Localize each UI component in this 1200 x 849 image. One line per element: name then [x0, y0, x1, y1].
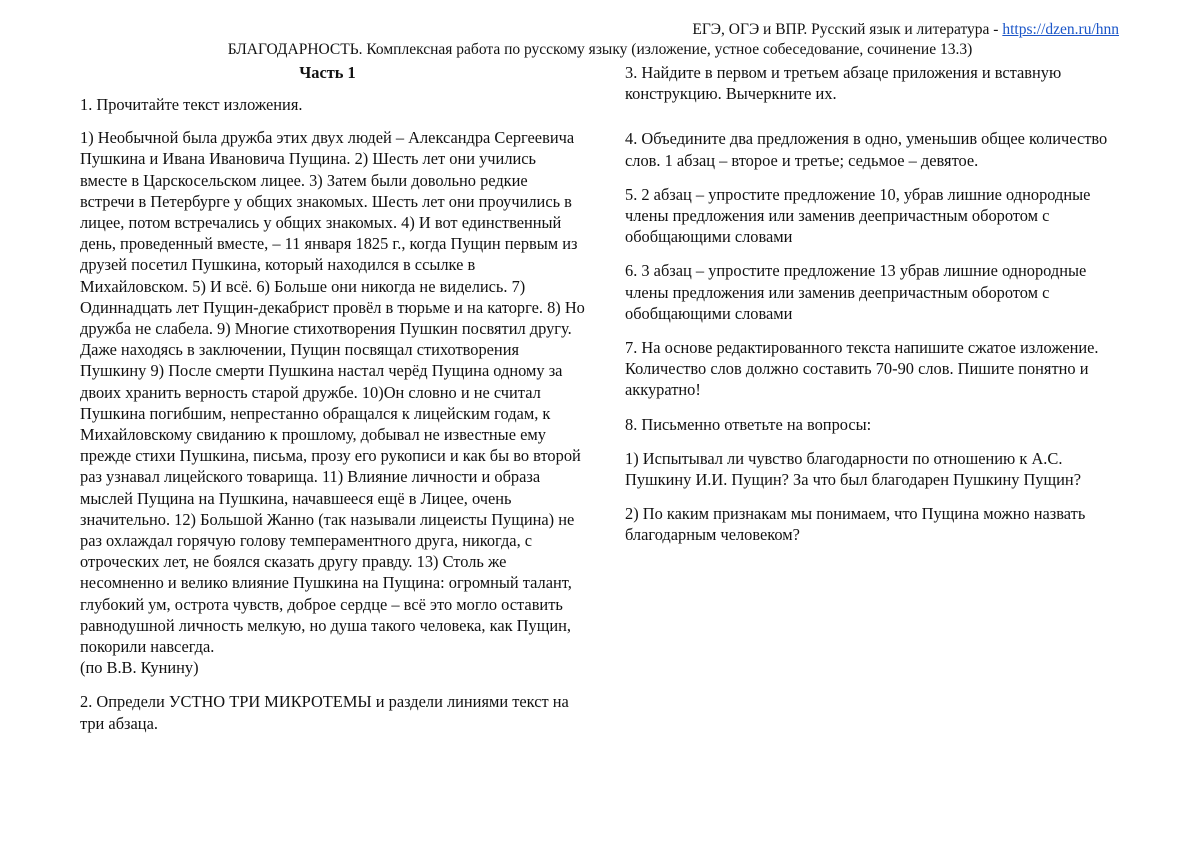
document-title: БЛАГОДАРНОСТЬ. Комплексная работа по русскому языку (изложение, устное собеседование, сочинение 13.3)	[227, 41, 973, 58]
question-2: 2) По каким признакам мы понимаем, что Пущина можно назвать благодарным человеком?	[625, 504, 1086, 545]
question-1: 1) Испытывал ли чувство благодарности по отношению к А.С. Пушкину И.И. Пущин? За что был благодарен Пушкину Пущин?	[625, 448, 1081, 490]
task-4: 4. Объедините два предложения в одно, уменьшив общее количество слов. 1 абзац – второе и третье; седьмое – девятое.	[625, 129, 1108, 170]
task-7: 7. На основе редактированного текста напишите сжатое изложение. Количество слов должно составить 70-90 слов. Пишите понятно и аккуратно!	[625, 338, 1099, 400]
source-link[interactable]: https://dzen.ru/hnn	[1002, 21, 1119, 38]
left-column	[80, 62, 585, 747]
task-2: 2. Определи УСТНО ТРИ МИКРОТЕМЫ и раздели линиями текст на три абзаца.	[80, 692, 569, 733]
task-6: 6. 3 абзац – упростите предложение 13 убрав лишние однородные члены предложения или заменив деепричастным оборотом с обобщающими словами	[625, 261, 1087, 323]
task-8: 8. Письменно ответьте на вопросы:	[625, 414, 872, 434]
task-1: 1. Прочитайте текст изложения.	[80, 95, 303, 114]
right-column	[625, 62, 1125, 559]
exposition-text: 1) Необычной была дружба этих двух людей – Александра Сергеевича Пушкина и Ивана Ивановича Пущина. 2) Шесть лет они учились вместе в Царскосельском лицее. 3) Затем были довольно редкие встречи в Петербурге у общих знакомых. Шесть лет они проучились в лицее, потом встречались у общих знакомых. 4) И вот единственный день, проведенный вместе, – 11 января 1825 г., когда Пущин первым из друзей посетил Пушкина, который находился в ссылке в Михайловском. 5) И всё. 6) Больше они никогда не виделись. 7) Одиннадцать лет Пущин-декабрист провёл в тюрьме и на каторге. 8) Но дружба не слабела. 9) Многие стихотворения Пушкин посвятил другу. Даже находясь в заключении, Пущин посвящал стихотворения Пушкину 9) После смерти Пушкина настал черёд Пущина одному за двоих хранить верность старой дружбе. 10)Он словно и не считал Пушкина погибшим, непрестанно обращался к лицейским годам, к Михайловскому свиданию к прошлому, добывал не известные ему прежде стихи Пушкина, письма, прозу его рукописи и как бы во второй раз узнавал лицейского товарища. 11) Влияние личности и образа мыслей Пущина на Пушкина, начавшееся ещё в Лицее, очень значительно. 12) Большой Жанно (так называли лицеисты Пущина) не раз охлаждал горячую голову темпераментного друга, никогда, с отроческих лет, не боялся сказать другу правду. 13) Столь же несомненно и велико влияние Пушкина на Пущина: огромный талант, глубокий ум, острота чувств, доброе сердце – всё это могло оставить равнодушной личность мелкую, но душа такого человека, как Пущин, покорили навсегда.	[80, 128, 585, 657]
text-author: (по В.В. Кунину)	[80, 658, 199, 678]
source-header	[692, 21, 1119, 39]
task-5: 5. 2 абзац – упростите предложение 10, убрав лишние однородные члены предложения или заменив деепричастным оборотом с обобщающими словами	[625, 184, 1091, 247]
source-prefix: ЕГЭ, ОГЭ и ВПР. Русский язык и литература -	[692, 21, 1003, 38]
part-title: Часть 1	[299, 63, 356, 82]
task-3: 3. Найдите в первом и третьем абзаце приложения и вставную конструкцию. Вычеркните их.	[625, 63, 1062, 104]
